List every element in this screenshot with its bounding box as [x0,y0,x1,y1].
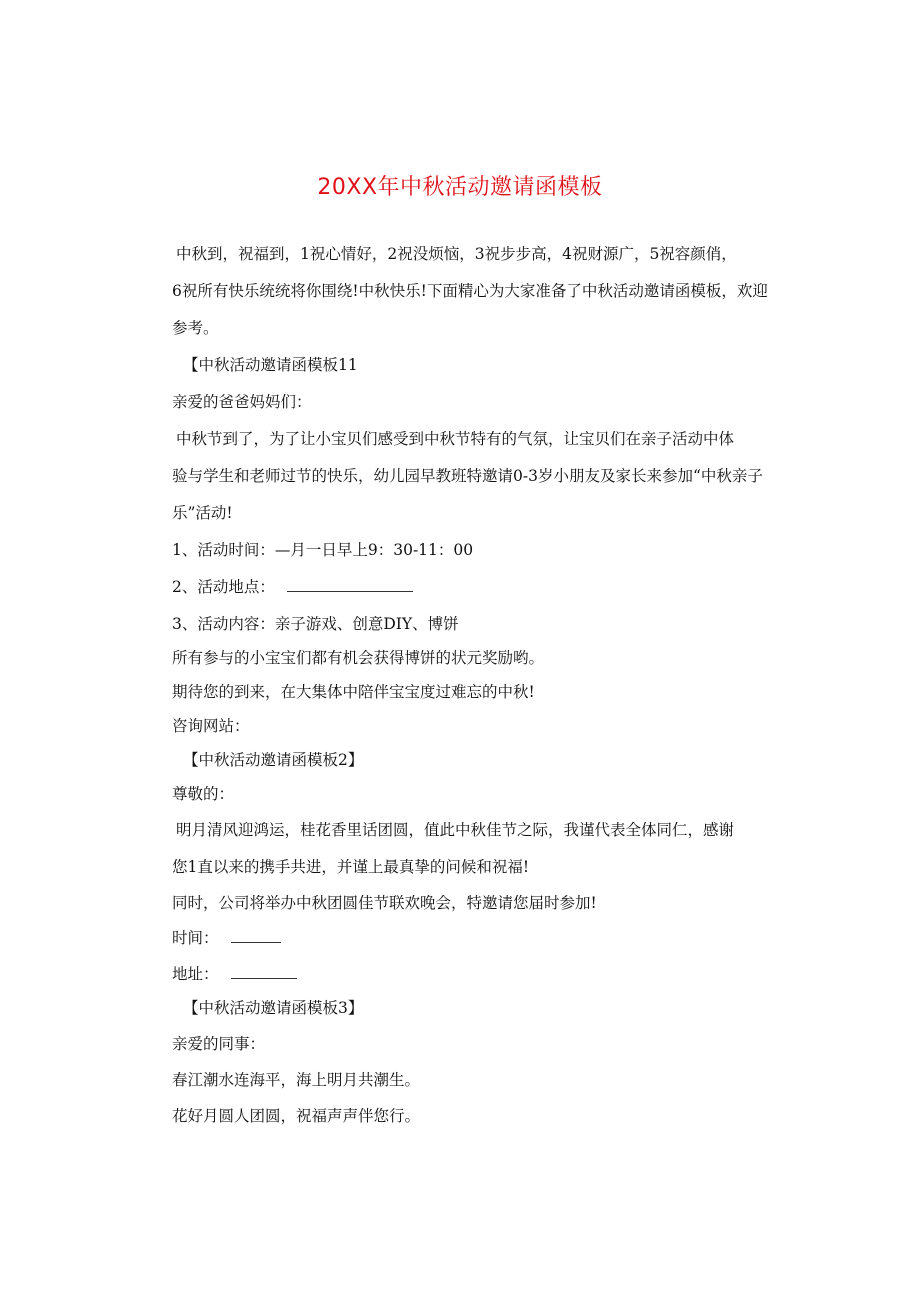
address-blank-line [231,964,297,979]
section-2-time-row [172,926,281,948]
section-2-place-row [172,962,297,984]
document-title: 20XX年中秋活动邀请函模板 [317,175,603,200]
section-1-para-line-2: 验与学生和老师过节的快乐，幼儿园早教班特邀请0-3岁小朋友及家长来参加“中秋亲子 [172,467,763,485]
place-blank-line [287,577,413,592]
section-1-time: 1、活动时间：—月一日早上9：30-11：00 [172,541,474,559]
section-2-heading: 【中秋活动邀请函模板2】 [183,751,364,769]
section-1-para-line-1: 中秋节到了，为了让小宝贝们感受到中秋节特有的气氛，让宝贝们在亲子活动中体 [176,430,735,448]
section-2-time-label: 时间： [172,929,219,947]
section-2-place-label: 地址： [172,965,219,983]
section-1-content: 3、活动内容：亲子游戏、创意DIY、博饼 [172,615,459,633]
section-3-line-1: 春江潮水连海平，海上明月共潮生。 [172,1071,421,1089]
section-2-para-line-2: 您1直以来的携手共进，并谨上最真挚的问候和祝福! [172,858,530,876]
section-3-heading: 【中秋活动邀请函模板3】 [183,999,364,1017]
section-1-place-row [172,575,413,597]
section-2-greeting: 尊敬的： [172,785,235,803]
section-3-greeting: 亲爱的同事： [172,1035,266,1053]
section-1-website: 咨询网站： [172,717,250,735]
section-2-para-line-1: 明月清风迎鸿运，桂花香里话团圆，值此中秋佳节之际，我谨代表全体同仁，感谢 [176,821,735,839]
intro-line-2: 6祝所有快乐统统将你围绕!中秋快乐!下面精心为大家准备了中秋活动邀请函模板，欢迎 [172,282,768,300]
section-1-place-label: 2、活动地点： [172,578,275,596]
section-1-greeting: 亲爱的爸爸妈妈们： [172,393,312,411]
section-1-expect: 期待您的到来，在大集体中陪伴宝宝度过难忘的中秋! [172,683,535,701]
section-3-line-2: 花好月圆人团圆，祝福声声伴您行。 [172,1107,421,1125]
section-2-invite: 同时，公司将举办中秋团圆佳节联欢晚会，特邀请您届时参加! [172,894,597,912]
section-1-para-line-3: 乐”活动! [172,504,233,522]
intro-line-3: 参考。 [172,319,219,337]
time-blank-line [231,928,281,943]
intro-line-1: 中秋到，祝福到，1祝心情好，2祝没烦恼，3祝步步高，4祝财源广，5祝容颜俏， [176,245,737,263]
section-1-reward: 所有参与的小宝宝们都有机会获得博饼的状元奖励哟。 [172,649,545,667]
section-1-heading: 【中秋活动邀请函模板11 [183,356,358,374]
